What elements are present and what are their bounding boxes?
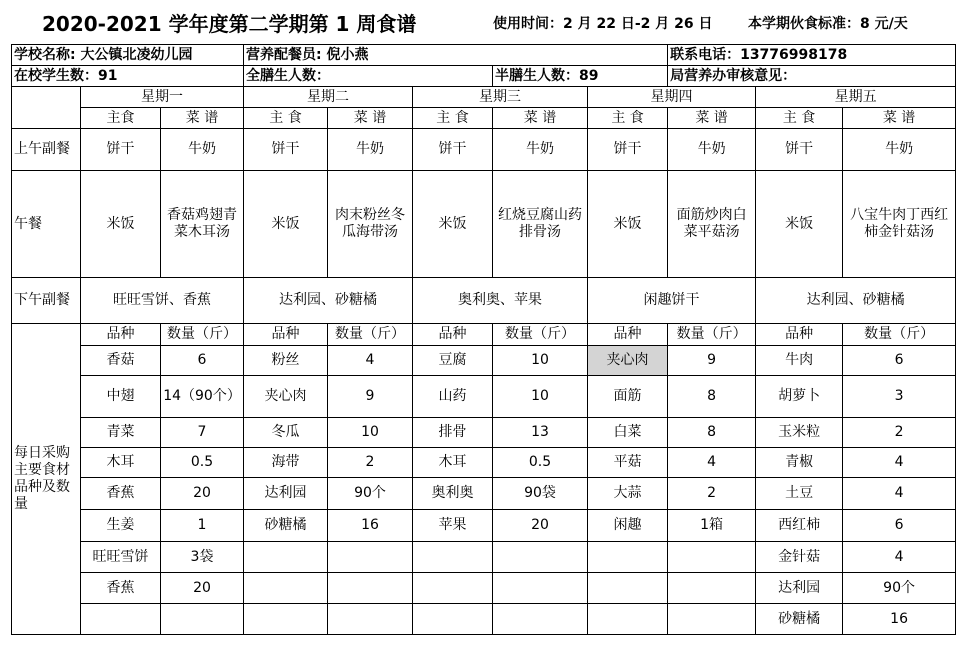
table-row bbox=[12, 66, 956, 87]
morning-dish: 牛奶 bbox=[668, 129, 756, 171]
purchase-item bbox=[413, 542, 493, 573]
table-row bbox=[12, 108, 956, 129]
purchase-qty: 3 bbox=[843, 376, 956, 418]
purchase-item: 金针菇 bbox=[756, 542, 843, 573]
purchase-item bbox=[413, 604, 493, 635]
purchase-qty bbox=[668, 573, 756, 604]
purchase-qty-header: 数量（斤） bbox=[161, 324, 244, 346]
staple-header: 主 食 bbox=[588, 108, 668, 129]
purchase-qty bbox=[493, 604, 588, 635]
purchase-item: 苹果 bbox=[413, 510, 493, 542]
purchase-item: 中翅 bbox=[81, 376, 161, 418]
purchase-item: 海带 bbox=[244, 448, 328, 478]
morning-staple: 饼干 bbox=[81, 129, 161, 171]
purchase-item-header: 品种 bbox=[81, 324, 161, 346]
review-opinion: 局营养办审核意见： bbox=[668, 66, 956, 87]
lunch-staple: 米饭 bbox=[756, 171, 843, 278]
row-label-afternoon: 下午副餐 bbox=[12, 278, 81, 324]
afternoon-snack: 闲趣饼干 bbox=[588, 278, 756, 324]
purchase-qty: 8 bbox=[668, 418, 756, 448]
purchase-qty bbox=[493, 542, 588, 573]
purchase-item: 西红柿 bbox=[756, 510, 843, 542]
purchase-item: 奥利奥 bbox=[413, 478, 493, 510]
afternoon-snack: 奥利奥、苹果 bbox=[413, 278, 588, 324]
table-row bbox=[12, 324, 956, 346]
purchase-item: 面筋 bbox=[588, 376, 668, 418]
table-row bbox=[12, 418, 956, 448]
purchase-qty: 4 bbox=[668, 448, 756, 478]
purchase-qty-header: 数量（斤） bbox=[328, 324, 413, 346]
purchase-item: 旺旺雪饼 bbox=[81, 542, 161, 573]
purchase-qty: 9 bbox=[668, 346, 756, 376]
purchase-qty: 20 bbox=[493, 510, 588, 542]
contact-phone: 联系电话：13776998178 bbox=[668, 45, 956, 66]
purchase-qty: 4 bbox=[843, 478, 956, 510]
purchase-item: 冬瓜 bbox=[244, 418, 328, 448]
purchase-qty bbox=[493, 573, 588, 604]
purchase-item: 粉丝 bbox=[244, 346, 328, 376]
purchase-qty: 6 bbox=[161, 346, 244, 376]
dish-header: 菜 谱 bbox=[493, 108, 588, 129]
table-row bbox=[12, 346, 956, 376]
lunch-dish: 香菇鸡翅青菜木耳汤 bbox=[161, 171, 244, 278]
purchase-item: 木耳 bbox=[413, 448, 493, 478]
table-row bbox=[12, 448, 956, 478]
corner-cell bbox=[12, 87, 81, 129]
purchase-qty bbox=[328, 542, 413, 573]
purchase-item bbox=[244, 604, 328, 635]
purchase-item bbox=[588, 573, 668, 604]
morning-staple: 饼干 bbox=[756, 129, 843, 171]
purchase-item: 青椒 bbox=[756, 448, 843, 478]
table-row bbox=[12, 510, 956, 542]
half-meal-count: 半膳生人数：89 bbox=[493, 66, 668, 87]
table-row bbox=[12, 573, 956, 604]
purchase-item: 平菇 bbox=[588, 448, 668, 478]
purchase-item: 达利园 bbox=[244, 478, 328, 510]
day-header: 星期二 bbox=[244, 87, 413, 108]
title-row bbox=[0, 0, 968, 44]
table-row bbox=[12, 278, 956, 324]
use-time: 使用时间：2 月 22 日-2 月 26 日 bbox=[493, 16, 713, 32]
purchase-qty: 90个 bbox=[843, 573, 956, 604]
purchase-qty: 4 bbox=[843, 542, 956, 573]
afternoon-snack: 达利园、砂糖橘 bbox=[244, 278, 413, 324]
purchase-qty bbox=[328, 604, 413, 635]
purchase-qty bbox=[328, 573, 413, 604]
purchase-item: 胡萝卜 bbox=[756, 376, 843, 418]
purchase-qty: 14（90个） bbox=[161, 376, 244, 418]
morning-staple: 饼干 bbox=[244, 129, 328, 171]
purchase-item-header: 品种 bbox=[588, 324, 668, 346]
purchase-item-header: 品种 bbox=[244, 324, 328, 346]
purchase-item: 夹心肉 bbox=[588, 346, 668, 376]
table-row bbox=[12, 542, 956, 573]
purchase-qty: 10 bbox=[493, 376, 588, 418]
purchase-item: 闲趣 bbox=[588, 510, 668, 542]
purchase-item: 香菇 bbox=[81, 346, 161, 376]
purchase-qty: 10 bbox=[328, 418, 413, 448]
purchase-item: 豆腐 bbox=[413, 346, 493, 376]
purchase-qty bbox=[668, 604, 756, 635]
lunch-dish: 面筋炒肉白菜平菇汤 bbox=[668, 171, 756, 278]
morning-staple: 饼干 bbox=[588, 129, 668, 171]
morning-dish: 牛奶 bbox=[843, 129, 956, 171]
purchase-qty: 16 bbox=[843, 604, 956, 635]
staple-header: 主 食 bbox=[756, 108, 843, 129]
purchase-qty bbox=[161, 604, 244, 635]
lunch-staple: 米饭 bbox=[413, 171, 493, 278]
afternoon-snack: 达利园、砂糖橘 bbox=[756, 278, 956, 324]
purchase-item bbox=[244, 573, 328, 604]
purchase-qty-header: 数量（斤） bbox=[493, 324, 588, 346]
purchase-qty: 90个 bbox=[328, 478, 413, 510]
table-row bbox=[12, 87, 956, 108]
purchase-qty-header: 数量（斤） bbox=[843, 324, 956, 346]
purchase-item: 木耳 bbox=[81, 448, 161, 478]
purchase-qty: 2 bbox=[668, 478, 756, 510]
lunch-staple: 米饭 bbox=[244, 171, 328, 278]
school-name: 学校名称: 大公镇北凌幼儿园 bbox=[12, 45, 244, 66]
purchase-item: 生姜 bbox=[81, 510, 161, 542]
student-count: 在校学生数：91 bbox=[12, 66, 244, 87]
morning-dish: 牛奶 bbox=[493, 129, 588, 171]
purchase-qty: 7 bbox=[161, 418, 244, 448]
purchase-qty: 4 bbox=[843, 448, 956, 478]
table-row bbox=[12, 478, 956, 510]
purchase-item: 大蒜 bbox=[588, 478, 668, 510]
table-row bbox=[12, 129, 956, 171]
lunch-staple: 米饭 bbox=[588, 171, 668, 278]
purchase-qty: 2 bbox=[843, 418, 956, 448]
purchase-item-header: 品种 bbox=[756, 324, 843, 346]
table-row bbox=[12, 376, 956, 418]
dish-header: 菜 谱 bbox=[668, 108, 756, 129]
dish-header: 菜 谱 bbox=[328, 108, 413, 129]
purchase-item: 排骨 bbox=[413, 418, 493, 448]
purchase-qty: 1箱 bbox=[668, 510, 756, 542]
staple-header: 主 食 bbox=[244, 108, 328, 129]
purchase-qty bbox=[668, 542, 756, 573]
purchase-qty: 2 bbox=[328, 448, 413, 478]
purchase-qty: 20 bbox=[161, 478, 244, 510]
purchase-item: 达利园 bbox=[756, 573, 843, 604]
purchase-item: 砂糖橘 bbox=[244, 510, 328, 542]
purchase-item: 砂糖橘 bbox=[756, 604, 843, 635]
purchase-item: 香蕉 bbox=[81, 478, 161, 510]
dish-header: 菜 谱 bbox=[161, 108, 244, 129]
staple-header: 主食 bbox=[81, 108, 161, 129]
purchase-qty: 3袋 bbox=[161, 542, 244, 573]
table-row bbox=[12, 171, 956, 278]
dish-header: 菜 谱 bbox=[843, 108, 956, 129]
purchase-qty: 1 bbox=[161, 510, 244, 542]
lunch-dish: 八宝牛肉丁西红柿金针菇汤 bbox=[843, 171, 956, 278]
purchase-item: 玉米粒 bbox=[756, 418, 843, 448]
purchase-qty: 10 bbox=[493, 346, 588, 376]
purchase-qty-header: 数量（斤） bbox=[668, 324, 756, 346]
purchase-item: 夹心肉 bbox=[244, 376, 328, 418]
purchase-item: 香蕉 bbox=[81, 573, 161, 604]
full-meal-count: 全膳生人数： bbox=[244, 66, 493, 87]
nutrition-staff: 营养配餐员: 倪小燕 bbox=[244, 45, 668, 66]
lunch-staple: 米饭 bbox=[81, 171, 161, 278]
day-header: 星期四 bbox=[588, 87, 756, 108]
day-header: 星期一 bbox=[81, 87, 244, 108]
afternoon-snack: 旺旺雪饼、香蕉 bbox=[81, 278, 244, 324]
table-row bbox=[12, 45, 956, 66]
purchase-qty: 0.5 bbox=[161, 448, 244, 478]
purchase-item bbox=[588, 542, 668, 573]
purchase-item-header: 品种 bbox=[413, 324, 493, 346]
purchase-item bbox=[244, 542, 328, 573]
purchase-qty: 6 bbox=[843, 346, 956, 376]
purchase-item: 牛肉 bbox=[756, 346, 843, 376]
table-row bbox=[12, 604, 956, 635]
meal-standard: 本学期伙食标准：8 元/天 bbox=[748, 16, 908, 32]
morning-dish: 牛奶 bbox=[328, 129, 413, 171]
purchase-item: 土豆 bbox=[756, 478, 843, 510]
purchase-item bbox=[588, 604, 668, 635]
purchase-qty: 90袋 bbox=[493, 478, 588, 510]
purchase-item bbox=[81, 604, 161, 635]
lunch-dish: 红烧豆腐山药排骨汤 bbox=[493, 171, 588, 278]
menu-table bbox=[11, 44, 956, 635]
purchase-qty: 13 bbox=[493, 418, 588, 448]
purchase-item: 白菜 bbox=[588, 418, 668, 448]
purchase-qty: 9 bbox=[328, 376, 413, 418]
purchase-item: 山药 bbox=[413, 376, 493, 418]
purchase-item: 青菜 bbox=[81, 418, 161, 448]
morning-staple: 饼干 bbox=[413, 129, 493, 171]
purchase-qty: 6 bbox=[843, 510, 956, 542]
staple-header: 主 食 bbox=[413, 108, 493, 129]
purchase-qty: 16 bbox=[328, 510, 413, 542]
morning-dish: 牛奶 bbox=[161, 129, 244, 171]
lunch-dish: 肉末粉丝冬瓜海带汤 bbox=[328, 171, 413, 278]
day-header: 星期五 bbox=[756, 87, 956, 108]
row-label-morning: 上午副餐 bbox=[12, 129, 81, 171]
purchase-qty: 8 bbox=[668, 376, 756, 418]
purchase-qty: 4 bbox=[328, 346, 413, 376]
page-title: 2020-2021 学年度第二学期第 1 周食谱 bbox=[42, 12, 417, 36]
purchase-qty: 20 bbox=[161, 573, 244, 604]
purchase-item bbox=[413, 573, 493, 604]
row-label-purchase: 每日采购主要食材品种及数量 bbox=[12, 324, 81, 635]
row-label-lunch: 午餐 bbox=[12, 171, 81, 278]
day-header: 星期三 bbox=[413, 87, 588, 108]
purchase-qty: 0.5 bbox=[493, 448, 588, 478]
